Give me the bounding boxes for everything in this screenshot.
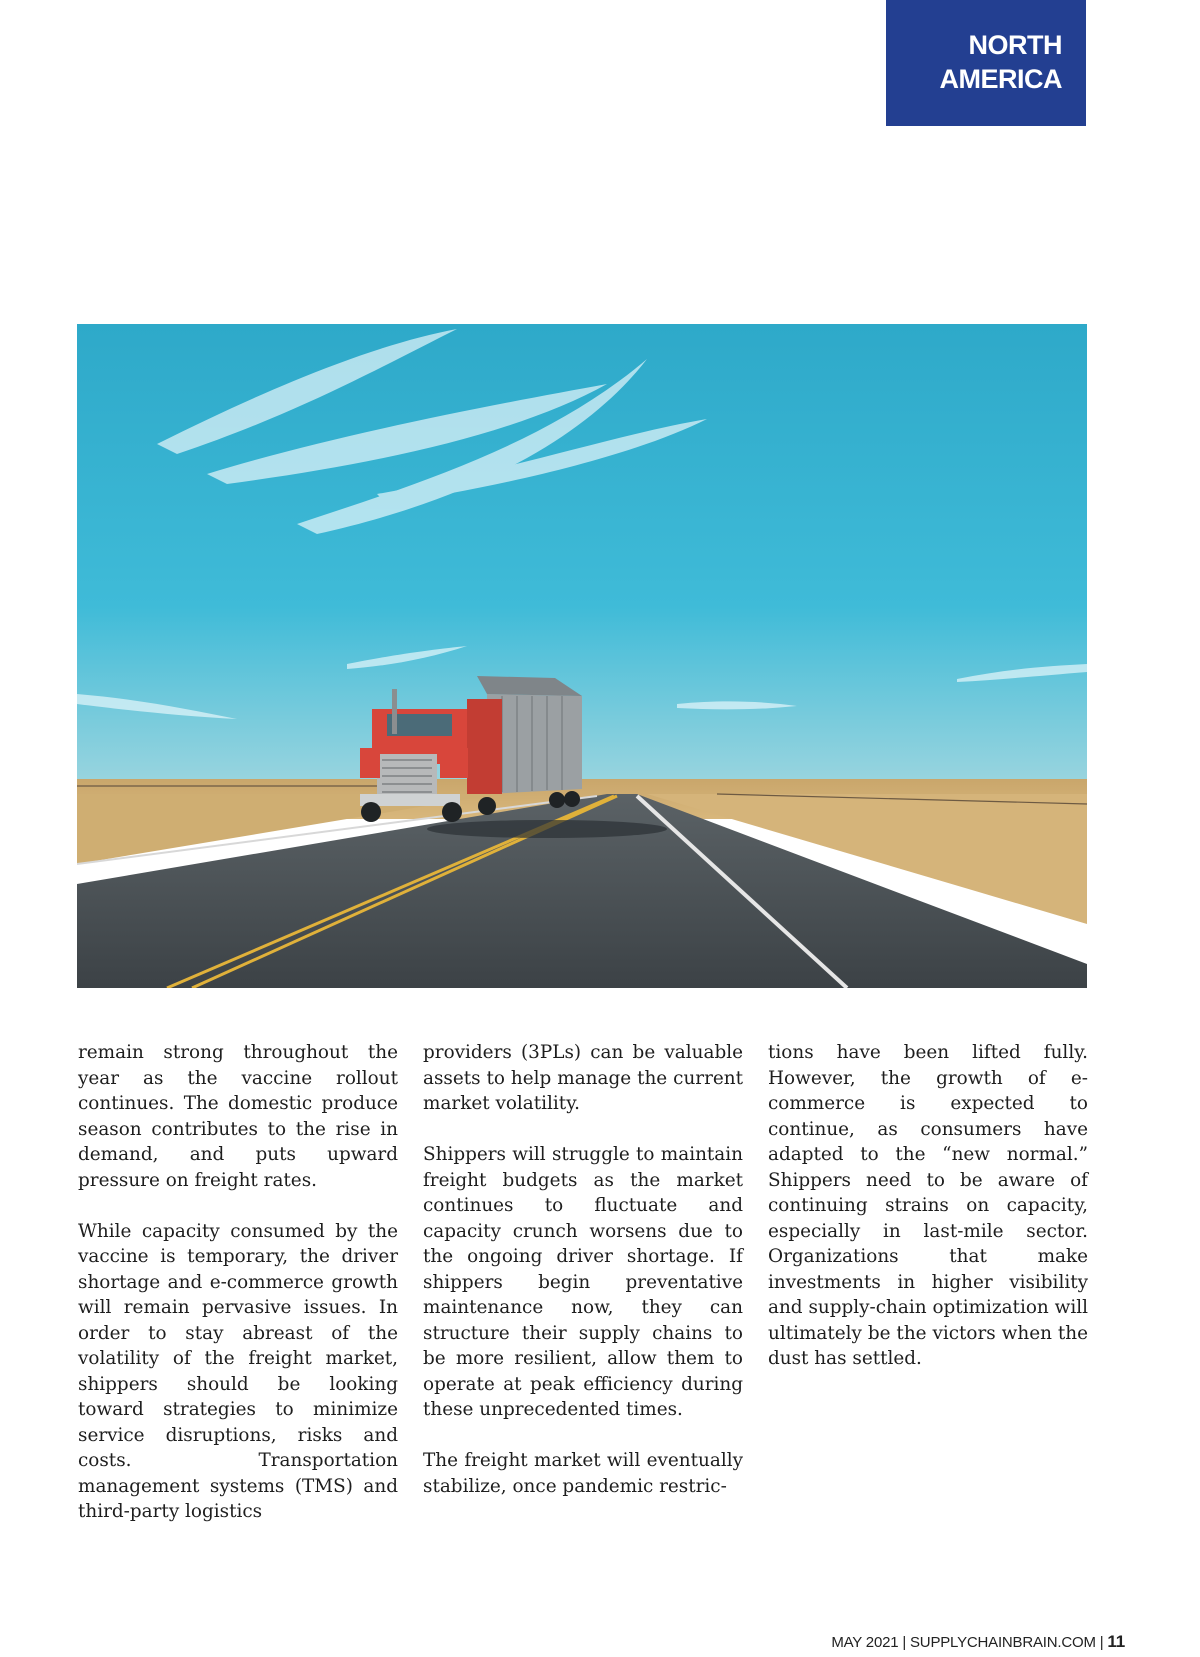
paragraph: providers (3PLs) can be valuable assets to help manage the current market volatility. bbox=[423, 1042, 743, 1114]
paragraph: The freight market will eventually stabilize, once pandemic restric- bbox=[423, 1450, 743, 1497]
region-line-2: AMERICA bbox=[939, 64, 1062, 94]
text-column-1 bbox=[78, 1040, 398, 1550]
text-column-3 bbox=[768, 1040, 1088, 1397]
paragraph: tions have been lifted fully. However, the growth of e-commerce is expected to continue, as consumers have adapted to the “new normal.” Shippers need to be aware of continuing strains on capacity, especially in last-mile sector. Organizations that make investments in higher visibility and supply-chain optimization will ultimately be the victors when the dust has settled. bbox=[768, 1042, 1088, 1369]
paragraph: While capacity consumed by the vaccine is temporary, the driver shortage and e-commerce growth will remain pervasive issues. In order to stay abreast of the volatility of the freight market, shippers should be looking toward strategies to minimize service disruptions, risks and costs. Transportation management systems (TMS) and third-party logistics bbox=[78, 1220, 398, 1522]
page-number: 11 bbox=[1107, 1632, 1125, 1651]
footer-text: MAY 2021 | SUPPLYCHAINBRAIN.COM | bbox=[831, 1634, 1104, 1651]
region-line-1: NORTH bbox=[968, 30, 1062, 60]
truck-photo bbox=[77, 324, 1087, 988]
region-tab bbox=[886, 0, 1086, 126]
page-footer bbox=[831, 1632, 1125, 1652]
paragraph: Shippers will struggle to maintain freight budgets as the market continues to fluctuate and capacity crunch worsens due to the ongoing driver shortage. If shippers begin preventative maintenance now, they can structure their supply chains to be more resilient, allow them to operate at peak efficiency during these unprecedented times. bbox=[423, 1144, 743, 1420]
paragraph: remain strong throughout the year as the vaccine rollout continues. The domestic produce season contributes to the rise in demand, and puts upward pressure on freight rates. bbox=[78, 1042, 398, 1191]
text-column-2 bbox=[423, 1040, 743, 1525]
